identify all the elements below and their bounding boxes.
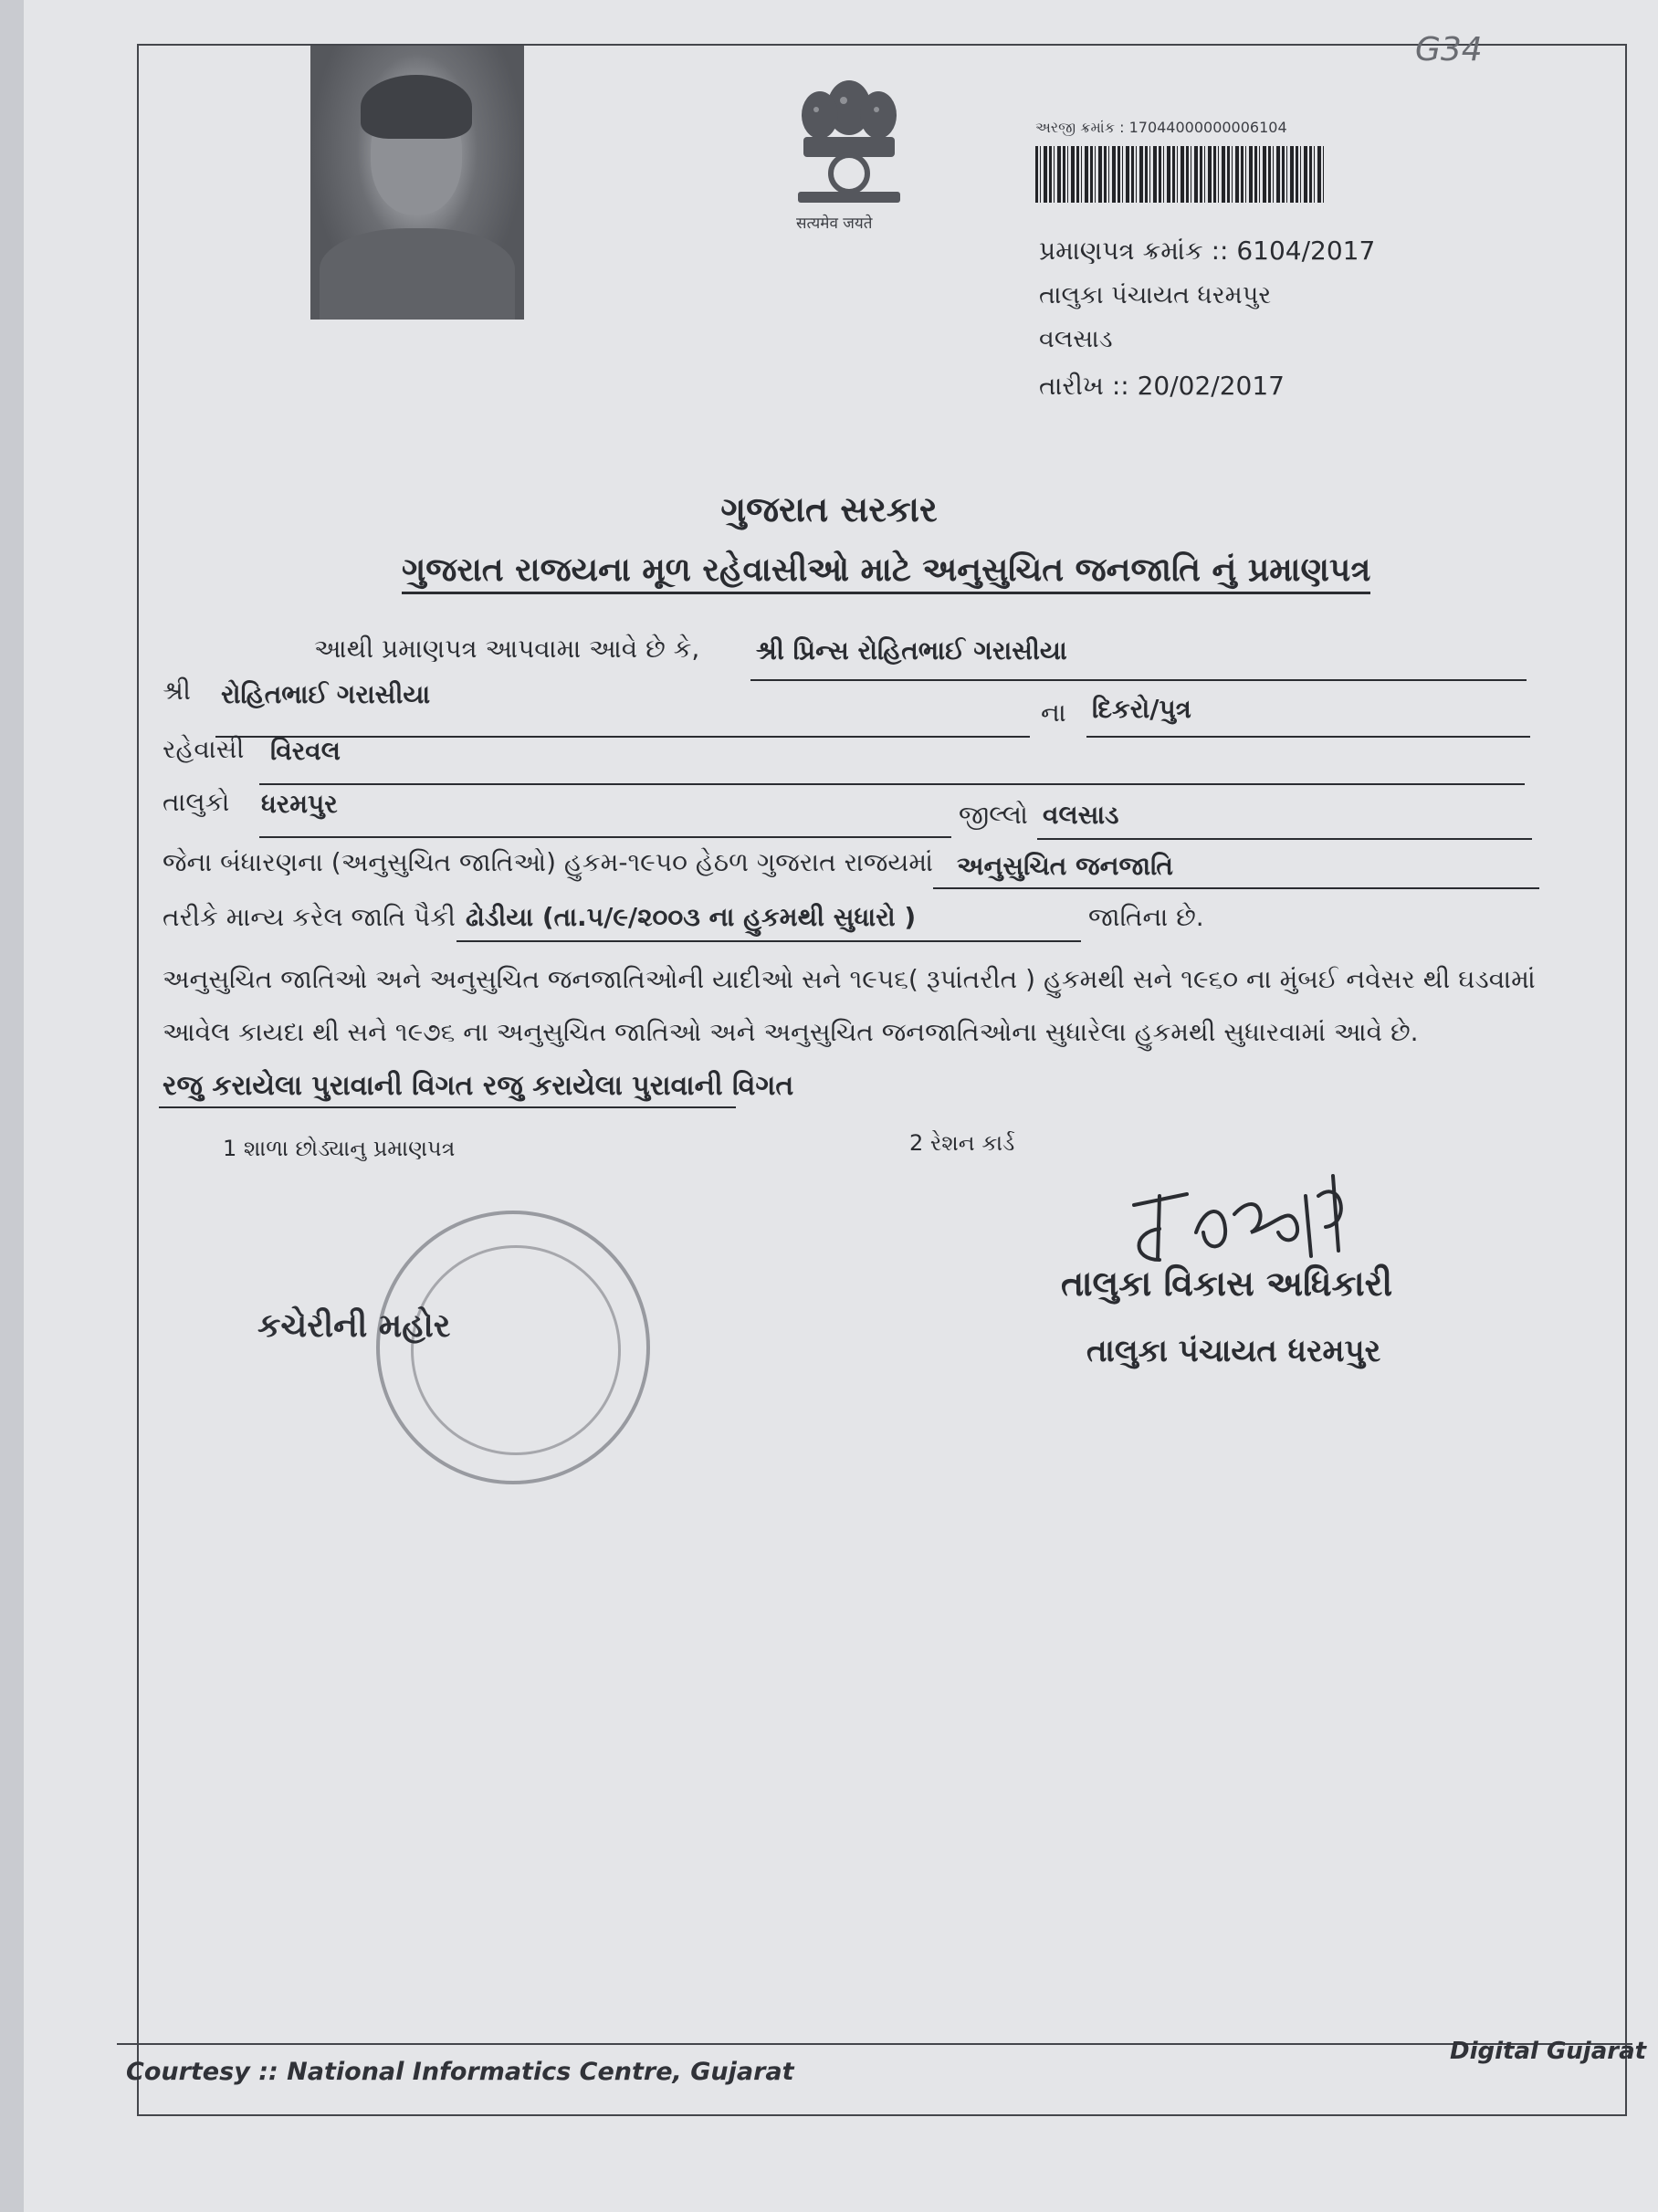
issuing-district: વલસાડ <box>1039 325 1113 353</box>
category: અનુસુચિત જનજાતિ <box>957 851 1173 881</box>
holder-name-line <box>750 679 1527 681</box>
office-seal-label: કચેરીની મહોર <box>257 1307 451 1345</box>
resident-label: રહેવાસી <box>163 734 245 764</box>
signatory-office: તાલુકા પંચાયત ધરમપુર <box>1086 1333 1381 1369</box>
page-number-mark: G34 <box>1415 31 1483 68</box>
photo-hair <box>361 75 472 139</box>
legal-paragraph-line-1: અનુસુચિત જાતિઓ અને અનુસુચિત જનજાતિઓની યાદીઓ સને ૧૯૫૬( રૂપાંતરીત ) હુકમથી સને ૧૯૬૦ ના મુંબઈ નવેસર થી ઘડવામાં <box>163 964 1536 994</box>
barcode <box>1035 146 1324 203</box>
issuing-office: તાલુકા પંચાયત ધરમપુર <box>1039 281 1272 309</box>
caste-name: ઢોડીયા (તા.૫/૯/૨૦૦૩ ના હુકમથી સુધારો ) <box>466 902 917 932</box>
signature-icon <box>1123 1169 1360 1269</box>
district-name: વલસાડ <box>1043 800 1119 830</box>
certificate-title: ગુજરાત રાજયના મૂળ રહેવાસીઓ માટે અનુસુચિત જનજાતિ નું પ્રમાણપત્ર <box>402 551 1370 594</box>
relation: દિકરો/પુત્ર <box>1092 694 1191 724</box>
application-number: અરજી ક્રમાંક : 17044000000006104 <box>1035 119 1287 136</box>
constitution-text: જેના બંધારણના (અનુસુચિત જાતિઓ) હુકમ-૧૯૫૦ હેઠળ ગુજરાત રાજયમાં <box>163 847 933 877</box>
caste-suffix: જાતિના છે. <box>1088 902 1204 932</box>
district-line <box>1037 838 1532 840</box>
legal-paragraph-line-2: આવેલ કાયદા થી સને ૧૯૭૬ ના અનુસુચિત જાતિઓ અને અનુસુચિત જનજાતિઓના સુધારેલા હુકમથી સુધારવામાં આવે છે. <box>163 1017 1419 1047</box>
evidence-title: રજુ કરાયેલા પુરાવાની વિગત રજુ કરાયેલા પુરાવાની વિગત <box>163 1070 794 1102</box>
village-line <box>259 783 1525 785</box>
taluka-line <box>259 836 951 838</box>
recognized-label: તરીકે માન્ય કરેલ જાતિ પૈકી <box>163 902 456 932</box>
national-emblem-icon <box>785 55 913 210</box>
courtesy-note: Courtesy :: National Informatics Centre, Gujarat <box>126 2058 794 2086</box>
emblem-motto: सत्यमेव जयते <box>796 215 873 233</box>
district-label: જીલ્લો <box>959 800 1028 830</box>
village-name: વિરવલ <box>270 736 341 766</box>
evidence-item-2: 2 રેશન કાર્ડ <box>909 1130 1015 1156</box>
issue-date: તારીખ :: 20/02/2017 <box>1039 371 1285 401</box>
caste-line <box>456 940 1081 942</box>
evidence-title-underline <box>159 1106 736 1108</box>
applicant-photo <box>310 46 524 320</box>
father-name: રોહિતભાઈ ગરાસીયા <box>221 679 431 709</box>
office-seal-icon <box>376 1211 650 1484</box>
footer-divider <box>117 2043 1632 2045</box>
government-title: ગુજરાત સરકાર <box>720 489 938 529</box>
shri-label: શ્રી <box>163 676 191 706</box>
taluka-name: ધરમપુર <box>261 789 338 819</box>
holder-name: શ્રી પ્રિન્સ રોહિતભાઈ ગરાસીયા <box>756 635 1067 666</box>
taluka-label: તાલુકો <box>163 787 230 817</box>
intro-label: આથી પ્રમાણપત્ર આપવામા આવે છે કે, <box>314 634 700 664</box>
signatory-title: તાલુકા વિકાસ અધિકારી <box>1061 1263 1393 1304</box>
relation-line <box>1086 736 1530 738</box>
evidence-item-1: 1 શાળા છોડ્યાનુ પ્રમાણપત્ર <box>223 1136 456 1161</box>
certificate-number: પ્રમાણપત્ર ક્રમાંક :: 6104/2017 <box>1039 236 1376 266</box>
digital-gujarat-brand: Digital Gujarat <box>1450 2038 1647 2065</box>
category-line <box>933 887 1539 889</box>
photo-shoulders <box>320 228 515 320</box>
na-label: ના <box>1041 697 1066 728</box>
